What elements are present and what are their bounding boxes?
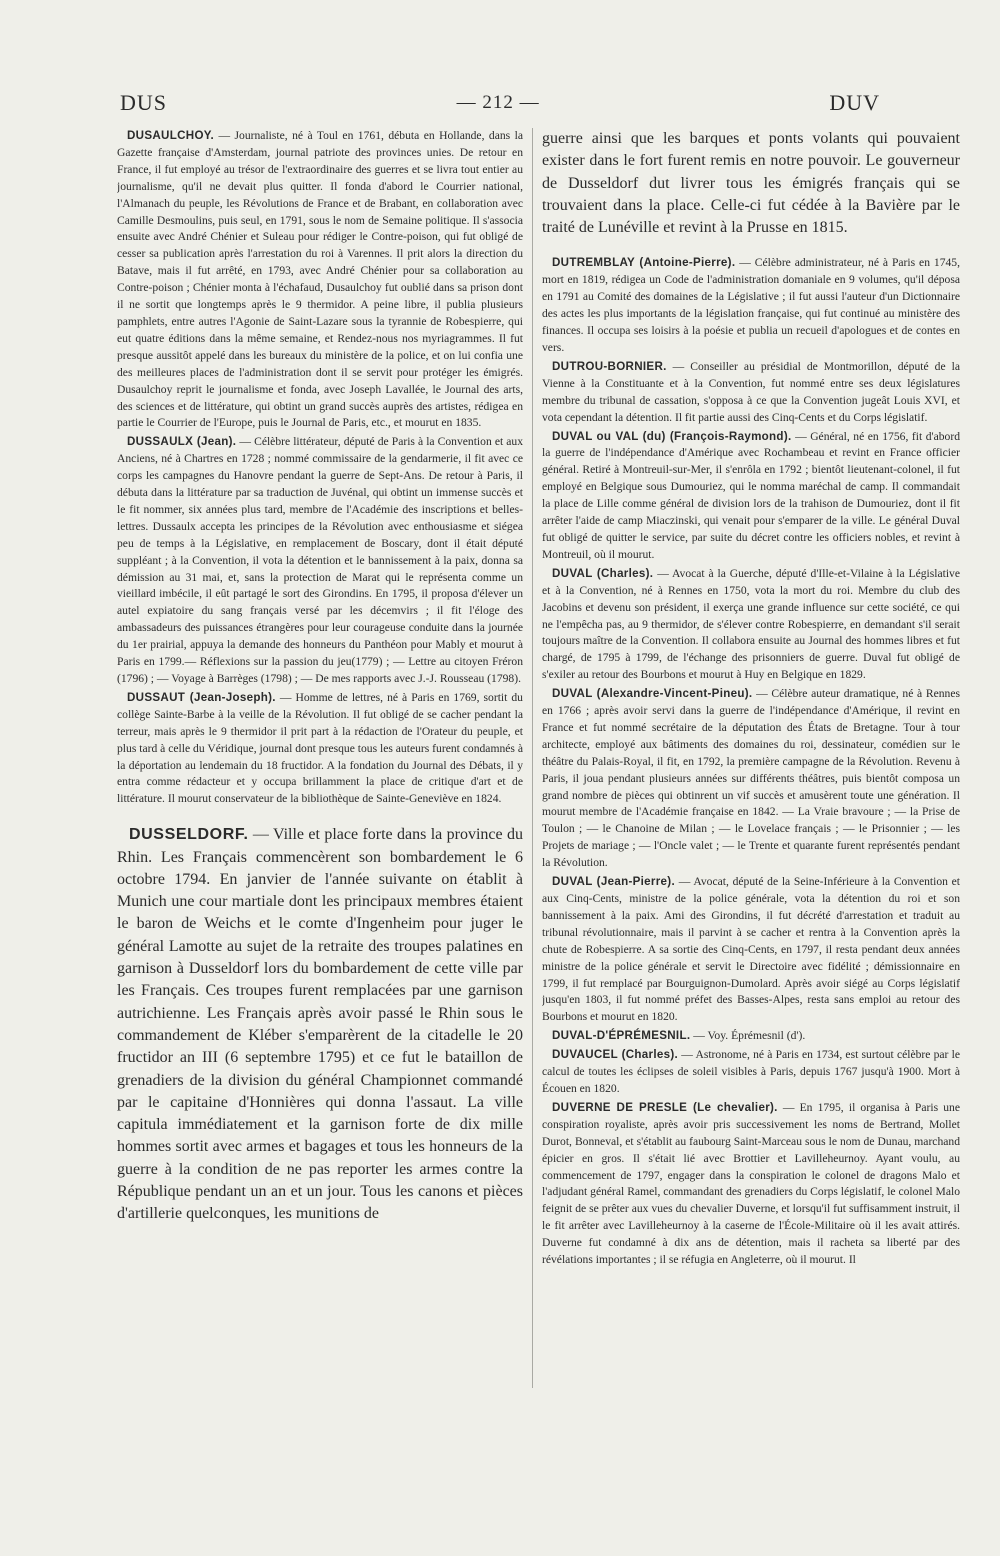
section-gap bbox=[542, 241, 960, 255]
entry-duvaucel bbox=[542, 1047, 960, 1098]
entry-text: — Général, né en 1756, fit d'abord la guerre de l'indépendance d'Amérique avec Rochambeau et revint en France officier général. Retiré à Montreuil-sur-Mer, il s'enrôla en 1792 ; bientôt lieutenant-colonel, il fut employé en Belgique sous Dumouriez, qui le nomma maréchal de camp. Il commandait la place de Lille comme général de division lors de la trahison de Dumouriez, dont il fit arrêter l'aide de camp Miaczinski, qui venait pour s'emparer de la ville. Le général Duval fut obligé de quitter le service, par suite du décret contre les officiers nobles, et revint à Montreuil, où il mourut. bbox=[542, 429, 960, 561]
entry-text: — En 1795, il organisa à Paris une conspiration royaliste, après avoir pris successivement les noms de Bertrand, Mollet Durot, Bonneval, et s'établit au faubourg Saint-Marceau sous le nom de Dunau, marchand épicier en gros. Il s'était lié avec Brottier et Lavilleheurnoy. Ayant voulu, au commencement de 1797, engager dans la conspiration le colonel de dragons Malo et l'adjudant général Ramel, commandant des grenadiers du Corps législatif, le colonel Malo feignit de se prêter aux vues du chevalier Duverne, et lorsqu'il fut suffisamment instruit, il le fit arrêter avec Lavilleheurnoy à la caserne de l'École-Militaire où il les avait attirés. Duverne fut condamné à dix ans de détention, mais il racheta sa liberté par des révélations importantes ; il se réfugia en Angleterre, où il mourut. Il bbox=[542, 1100, 960, 1267]
entry-text: — Voy. Éprémesnil (d'). bbox=[693, 1029, 806, 1043]
entry-dussaut bbox=[117, 690, 523, 808]
entry-text: — Journaliste, né à Toul en 1761, débuta en Hollande, dans la Gazette française d'Amsterdam, journal patriote des provinces unies. De retour en France, il fut employé au trésor de l'extraordinaire des guerres et se livra tout entier au journalisme, qu'il ne devait plus quitter. Il fonda d'abord le Courrier national, l'Almanach du peuple, les Révolutions de France et de Brabant, en collaboration avec Camille Desmoulins, puis seul, en 1791, sous le nom de Semaine politique. Il s'associa ensuite avec André Chénier et Suleau pour rédiger le Contre-poison, qui fut obligé de cesser sa publication après l'arrestation du roi à Varennes. Il prit alors la direction du Batave, mais il fut arrêté, en 1793, avec André Chénier pour sa collaboration au Contre-poison ; Chénier monta à l'échafaud, Dusaulchoy fut oublié dans sa prison dont il ne sortit que longtemps après le 9 thermidor. A peine libre, il publia plusieurs pamphlets, entre autres l'Agonie de Saint-Lazare sous la tyrannie de Robespierre, qui eut quatre éditions dans la même semaine, et Rendez-nous nos myriagrammes. Il fut presque aussitôt appelé dans les bureaux du ministère de la police, et on lui confia une des meilleures places de l'administration dont il se servit pour protéger les émigrés. Dusaulchoy reprit le journalisme et fonda, avec Joseph Lavallée, le Journal des arts, des sciences et de littérature, qui obtint un grand succès auprès des artistes, rédigea en partie le Courrier de l'Europe, puis le Journal de Paris, etc., et mourut en 1835. bbox=[117, 129, 523, 430]
entry-dussaulx bbox=[117, 434, 523, 688]
entry-dusseldorf bbox=[117, 824, 523, 1225]
entry-text: — Ville et place forte dans la province du Rhin. Les Français commencèrent son bombardement le 6 octobre 1794. En janvier de l'année suivante on établit à Munich une cour martiale dont les principaux membres étaient le baron de Weichs et le comte d'Ingenheim pour juger le général Lamotte au sujet de la retraite des troupes palatines en garnison à Dusseldorf lors du bombardement de cette ville par les Français. Ces troupes furent remplacées par une garnison autrichienne. Les Français après avoir passé le Rhin sous le commandement de Kléber s'emparèrent de la citadelle le 20 fructidor an III (6 septembre 1795) et ce fut le bataillon de grenadiers de la division du général Championnet commandé par le capitaine d'Honnières qui donna l'assaut. La ville capitula immédiatement et la garnison forte de dix mille hommes sortit avec armes et bagages et tous les honneurs de la guerre à la condition de ne pas reporter les armes contre la République pendant un an et un jour. Tous les canons et pièces d'artillerie quelconques, les munitions de bbox=[117, 826, 523, 1223]
header-left-word: DUS bbox=[120, 90, 168, 115]
entry-duval-jean-pierre bbox=[542, 874, 960, 1026]
section-gap bbox=[117, 810, 523, 824]
entry-headword: DUVERNE DE PRESLE (Le chevalier). bbox=[552, 1100, 778, 1114]
entry-headword: DUSSAUT (Jean-Joseph). bbox=[127, 690, 276, 704]
entry-headword: DUVAL-D'ÉPRÉMESNIL. bbox=[552, 1029, 691, 1043]
entry-dutremblay bbox=[542, 255, 960, 356]
entry-duval-d-epremesnil bbox=[542, 1028, 960, 1045]
entry-dusaulchoy bbox=[117, 128, 523, 432]
entry-dusseldorf-continued bbox=[542, 128, 960, 239]
right-column bbox=[542, 128, 960, 1466]
entry-text: — Homme de lettres, né à Paris en 1769, sortit du collège Sainte-Barbe à la veille de la Révolution. Il fut obligé de se cacher pendant la terreur, mais après le 9 thermidor il prit part à la rédaction de l'Orateur du peuple, et plus tard à celle du Véridique, journal dont presque tous les auteurs furent condamnés à la déportation au lendemain du 18 fructidor. A la fondation du Journal des Débats, il y entra comme rédacteur et y occupa brillamment la place de critique d'art et de littérature. Il mourut conservateur de la bibliothèque de Sainte-Geneviève en 1824. bbox=[117, 690, 523, 806]
column-divider bbox=[532, 128, 533, 1388]
entry-text: — Conseiller au présidial de Montmorillon, député de la Vienne à la Constituante et à la Convention, fut nommé entre ses deux législatures membre du tribunal de cassation, s'opposa à ce que la Convention jugeât Louis XVI, et vota cependant la détention. Il fit partie aussi des Cinq-Cents et du Corps législatif. bbox=[542, 359, 960, 424]
entry-duval-francois-raymond bbox=[542, 429, 960, 564]
entry-text: — Célèbre littérateur, député de Paris à la Convention et aux Anciens, né à Chartres en 1728 ; nommé commissaire de la gendarmerie, il fit avec ce corps les campagnes du Hanovre pendant la guerre de Sept-Ans. De retour à Paris, il débuta dans la littérature par sa traduction de Juvénal, qui obtint un immense succès et le fit nommer, six années plus tard, membre de l'Académie des inscriptions et belles-lettres. Dussaulx accepta les principes de la Révolution avec enthousiasme et siégea peu de temps à la Législative, en remplacement de Boscary, dont il était député suppléant ; à la Convention, il vota la détention et le bannissement à la paix, donna sa démission au 31 mai, et, sans la protection de Marat qui le représenta comme un vieillard imbécile, il eût partagé le sort des Girondins. En 1795, il proposa d'élever un autel expiatoire du sang français versé par les décemvirs ; il fit l'éloge des ambassadeurs des puissances étrangères pour leur courageuse conduite dans la journée du 1er prairial, appuya la demande des honneurs du Panthéon pour Mably et mourut à Paris en 1799.— Réflexions sur la passion du jeu(1779) ; — Lettre au citoyen Fréron (1796) ; — Voyage à Barrèges (1798) ; — De mes rapports avec J.-J. Rousseau (1798). bbox=[117, 435, 523, 685]
left-column bbox=[117, 128, 523, 1466]
header-right-word: DUV bbox=[829, 90, 880, 115]
entry-headword: DUVAUCEL (Charles). bbox=[552, 1048, 679, 1062]
entry-text: guerre ainsi que les barques et ponts volants qui pouvaient exister dans le fort furent remis en notre pouvoir. Le gouverneur de Dusseldorf dut livrer tous les émigrés français qui se trouvaient dans la place. Celle-ci fut cédée à la Bavière par le traité de Lunéville et revint à la Prusse en 1815. bbox=[542, 130, 960, 237]
entry-duval-charles bbox=[542, 566, 960, 684]
entry-duverne-de-presle bbox=[542, 1100, 960, 1269]
entry-headword: DUVAL (Alexandre-Vincent-Pineu). bbox=[552, 687, 753, 701]
entry-headword: DUTREMBLAY (Antoine-Pierre). bbox=[552, 256, 736, 270]
entry-text: — Astronome, né à Paris en 1734, est surtout célèbre par le calcul de toutes les éclipses de soleil visibles à Paris, depuis 1767 jusqu'à 1900. Mort à Écouen en 1820. bbox=[542, 1048, 960, 1095]
entry-dutrou-bornier bbox=[542, 359, 960, 427]
entry-headword: DUVAL (Jean-Pierre). bbox=[552, 875, 675, 889]
entry-headword: DUTROU-BORNIER. bbox=[552, 359, 667, 373]
entry-text: — Avocat, député de la Seine-Inférieure à la Convention et aux Cinq-Cents, ministre de la police générale, vota la détention du roi et son bannissement à la paix. Ami des Girondins, il fut décrété d'arrestation et traduit au tribunal révolutionnaire, mais il parvint à se cacher et rentra à la Convention après la chute de Robespierre. A sa sortie des Cinq-Cents, en 1797, il resta pendant deux années ministre de la police générale et servit le Directoire avec fidélité ; démissionnaire en 1799, il fut remplacé par Bourguignon-Dumolard. Après avoir siégé au Corps législatif jusqu'en 1803, il fut nommé préfet des Basses-Alpes, resta sans emploi au retour des Bourbons et mourut en 1820. bbox=[542, 875, 960, 1024]
entry-text: — Célèbre auteur dramatique, né à Rennes en 1766 ; après avoir servi dans la guerre de l'indépendance d'Amérique, il revint en France et fut nommé secrétaire de la députation des États de Bretagne. Tour à tour architecte, employé aux bâtiments des domaines du roi, dessinateur, comédien sur le théâtre du Palais-Royal, il fit, en 1792, la première campagne de la Révolution. Revenu à Paris, il joua pendant plusieurs années sur différents théâtres, puis bientôt composa un grand nombre de pièces qui obtinrent un vif succès et amusèrent toute une génération. Il mourut membre de l'Académie française en 1842. — La Vraie bravoure ; — la Prise de Toulon ; — le Chanoine de Milan ; — le Lovelace français ; — le Prisonnier ; — les Projets de mariage ; — l'Oncle valet ; — le Trente et quarante furent représentés pendant la Révolution. bbox=[542, 687, 960, 870]
running-header bbox=[120, 88, 880, 118]
entry-text: — Célèbre administrateur, né à Paris en 1745, mort en 1819, rédigea un Code de l'administration domaniale en 9 volumes, qu'il déposa en 1791 au Comité des domaines de la Législative ; il fut aussi l'auteur d'un Dictionnaire des actes les plus importants de la législation française, qui fut continué au ministère des finances. Il occupa ses loisirs à la poésie et publia un recueil d'apologues et de contes en vers. bbox=[542, 256, 960, 355]
entry-headword: DUSAULCHOY. bbox=[127, 129, 215, 142]
entry-text: — Avocat à la Guerche, député d'Ille-et-Vilaine à la Législative et à la Convention, né à Rennes en 1750, vota la mort du roi. Membre du club des Jacobins et devenu son président, il exerça une grande influence sur cette société, ce qui ne l'empêcha pas, au 9 thermidor, de s'élever contre Robespierre, en demandant s'il serait toujours maître de la Convention. Il collabora ensuite au Journal des hommes libres et fut chargé, de 1795 à 1799, de l'échange des prisonniers de guerre. Duval fut obligé de s'exiler au retour des Bourbons et mourut à Huy en Belgique en 1829. bbox=[542, 566, 960, 682]
entry-headword: DUVAL ou VAL (du) (François-Raymond). bbox=[552, 429, 792, 443]
entry-headword: DUSSAULX (Jean). bbox=[127, 435, 237, 449]
page-number: — 212 — bbox=[456, 92, 540, 113]
entry-headword: DUSSELDORF. bbox=[129, 826, 249, 844]
entry-headword: DUVAL (Charles). bbox=[552, 566, 654, 580]
entry-duval-alexandre bbox=[542, 686, 960, 872]
